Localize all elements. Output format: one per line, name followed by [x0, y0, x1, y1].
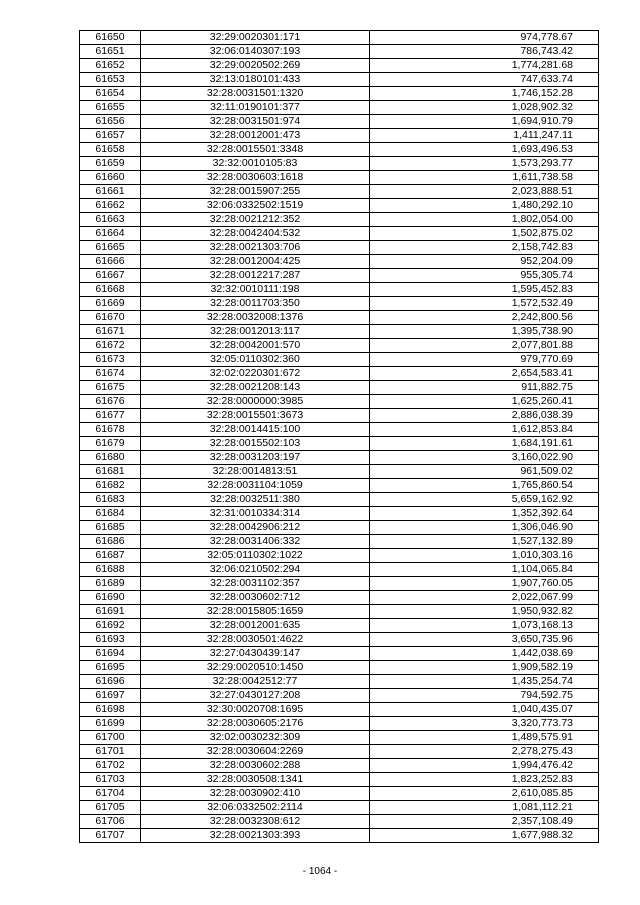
- amount-cell: 955,305.74: [370, 269, 599, 283]
- row-number-cell: 61698: [80, 703, 141, 717]
- table-row: [80, 199, 599, 213]
- row-number-cell: 61703: [80, 773, 141, 787]
- table-row: [80, 213, 599, 227]
- cadastral-number-cell: 32:32:0010105:83: [141, 157, 370, 171]
- row-number-cell: 61662: [80, 199, 141, 213]
- row-number-cell: 61661: [80, 185, 141, 199]
- table-row: [80, 31, 599, 45]
- cadastral-number-cell: 32:28:0031501:974: [141, 115, 370, 129]
- table-row: [80, 353, 599, 367]
- amount-cell: 2,242,800.56: [370, 311, 599, 325]
- row-number-cell: 61681: [80, 465, 141, 479]
- amount-cell: 3,650,735.96: [370, 633, 599, 647]
- cadastral-number-cell: 32:28:0015501:3673: [141, 409, 370, 423]
- row-number-cell: 61696: [80, 675, 141, 689]
- cadastral-number-cell: 32:28:0021212:352: [141, 213, 370, 227]
- cadastral-number-cell: 32:28:0031501:1320: [141, 87, 370, 101]
- cadastral-number-cell: 32:28:0031203:197: [141, 451, 370, 465]
- table-row: [80, 311, 599, 325]
- cadastral-number-cell: 32:28:0042404:532: [141, 227, 370, 241]
- cadastral-number-cell: 32:28:0030605:2176: [141, 717, 370, 731]
- row-number-cell: 61694: [80, 647, 141, 661]
- table-row: [80, 507, 599, 521]
- table-row: [80, 717, 599, 731]
- amount-cell: 1,104,065.84: [370, 563, 599, 577]
- amount-cell: 3,320,773.73: [370, 717, 599, 731]
- row-number-cell: 61691: [80, 605, 141, 619]
- amount-cell: 1,435,254.74: [370, 675, 599, 689]
- table-row: [80, 171, 599, 185]
- cadastral-number-cell: 32:28:0021208:143: [141, 381, 370, 395]
- row-number-cell: 61687: [80, 549, 141, 563]
- amount-cell: 1,395,738.90: [370, 325, 599, 339]
- row-number-cell: 61690: [80, 591, 141, 605]
- row-number-cell: 61686: [80, 535, 141, 549]
- amount-cell: 1,028,902.32: [370, 101, 599, 115]
- table-row: [80, 759, 599, 773]
- row-number-cell: 61685: [80, 521, 141, 535]
- cadastral-number-cell: 32:31:0010334:314: [141, 507, 370, 521]
- amount-cell: 1,352,392.64: [370, 507, 599, 521]
- amount-cell: 747,633.74: [370, 73, 599, 87]
- cadastral-number-cell: 32:28:0030603:1618: [141, 171, 370, 185]
- cadastral-number-cell: 32:28:0032008:1376: [141, 311, 370, 325]
- amount-cell: 1,612,853.84: [370, 423, 599, 437]
- cadastral-number-cell: 32:28:0031104:1059: [141, 479, 370, 493]
- table-row: [80, 143, 599, 157]
- row-number-cell: 61701: [80, 745, 141, 759]
- amount-cell: 1,611,738.58: [370, 171, 599, 185]
- table-row: [80, 731, 599, 745]
- cadastral-number-cell: 32:28:0031102:357: [141, 577, 370, 591]
- table-row: [80, 535, 599, 549]
- cadastral-number-cell: 32:28:0032308:612: [141, 815, 370, 829]
- row-number-cell: 61651: [80, 45, 141, 59]
- table-row: [80, 619, 599, 633]
- cadastral-number-cell: 32:05:0110302:360: [141, 353, 370, 367]
- amount-cell: 3,160,022.90: [370, 451, 599, 465]
- amount-cell: 1,684,191.61: [370, 437, 599, 451]
- amount-cell: 1,694,910.79: [370, 115, 599, 129]
- row-number-cell: 61707: [80, 829, 141, 843]
- table-row: [80, 437, 599, 451]
- row-number-cell: 61665: [80, 241, 141, 255]
- row-number-cell: 61700: [80, 731, 141, 745]
- row-number-cell: 61668: [80, 283, 141, 297]
- amount-cell: 2,357,108.49: [370, 815, 599, 829]
- row-number-cell: 61670: [80, 311, 141, 325]
- cadastral-number-cell: 32:28:0030604:2269: [141, 745, 370, 759]
- table-row: [80, 633, 599, 647]
- cadastral-number-cell: 32:06:0210502:294: [141, 563, 370, 577]
- table-row: [80, 73, 599, 87]
- cadastral-number-cell: 32:28:0015805:1659: [141, 605, 370, 619]
- table-row: [80, 367, 599, 381]
- table-row: [80, 605, 599, 619]
- table-row: [80, 661, 599, 675]
- amount-cell: 1,746,152.28: [370, 87, 599, 101]
- amount-cell: 1,411,247.11: [370, 129, 599, 143]
- cadastral-number-cell: 32:28:0031406:332: [141, 535, 370, 549]
- cadastral-number-cell: 32:06:0332502:2114: [141, 801, 370, 815]
- table-row: [80, 395, 599, 409]
- table-row: [80, 255, 599, 269]
- cadastral-number-cell: 32:02:0220301:672: [141, 367, 370, 381]
- cadastral-number-cell: 32:05:0110302:1022: [141, 549, 370, 563]
- row-number-cell: 61657: [80, 129, 141, 143]
- row-number-cell: 61656: [80, 115, 141, 129]
- amount-cell: 911,882.75: [370, 381, 599, 395]
- amount-cell: 2,654,583.41: [370, 367, 599, 381]
- row-number-cell: 61673: [80, 353, 141, 367]
- cadastral-number-cell: 32:28:0021303:393: [141, 829, 370, 843]
- table-row: [80, 703, 599, 717]
- amount-cell: 1,909,582.19: [370, 661, 599, 675]
- row-number-cell: 61699: [80, 717, 141, 731]
- amount-cell: 952,204.09: [370, 255, 599, 269]
- row-number-cell: 61664: [80, 227, 141, 241]
- row-number-cell: 61650: [80, 31, 141, 45]
- row-number-cell: 61684: [80, 507, 141, 521]
- table-row: [80, 577, 599, 591]
- row-number-cell: 61667: [80, 269, 141, 283]
- amount-cell: 1,907,760.05: [370, 577, 599, 591]
- row-number-cell: 61679: [80, 437, 141, 451]
- row-number-cell: 61678: [80, 423, 141, 437]
- cadastral-number-cell: 32:28:0030602:288: [141, 759, 370, 773]
- cadastral-number-cell: 32:29:0020301:171: [141, 31, 370, 45]
- row-number-cell: 61655: [80, 101, 141, 115]
- amount-cell: 1,625,260.41: [370, 395, 599, 409]
- row-number-cell: 61680: [80, 451, 141, 465]
- table-row: [80, 59, 599, 73]
- amount-cell: 794,592.75: [370, 689, 599, 703]
- amount-cell: 1,573,293.77: [370, 157, 599, 171]
- table-row: [80, 381, 599, 395]
- table-row: [80, 87, 599, 101]
- row-number-cell: 61675: [80, 381, 141, 395]
- amount-cell: 1,010,303.16: [370, 549, 599, 563]
- row-number-cell: 61659: [80, 157, 141, 171]
- amount-cell: 1,802,054.00: [370, 213, 599, 227]
- cadastral-number-cell: 32:28:0030902:410: [141, 787, 370, 801]
- cadastral-number-cell: 32:28:0015907:255: [141, 185, 370, 199]
- cadastral-number-cell: 32:28:0015501:3348: [141, 143, 370, 157]
- page-number: - 1064 -: [302, 866, 338, 877]
- table-row: [80, 647, 599, 661]
- row-number-cell: 61688: [80, 563, 141, 577]
- amount-cell: 2,077,801.88: [370, 339, 599, 353]
- cadastral-number-cell: 32:28:0014813:51: [141, 465, 370, 479]
- amount-cell: 1,442,038.69: [370, 647, 599, 661]
- amount-cell: 1,040,435.07: [370, 703, 599, 717]
- amount-cell: 2,886,038.39: [370, 409, 599, 423]
- row-number-cell: 61652: [80, 59, 141, 73]
- cadastral-number-cell: 32:28:0012001:635: [141, 619, 370, 633]
- cadastral-number-cell: 32:28:0012004:425: [141, 255, 370, 269]
- table-row: [80, 815, 599, 829]
- row-number-cell: 61653: [80, 73, 141, 87]
- table-row: [80, 521, 599, 535]
- amount-cell: 786,743.42: [370, 45, 599, 59]
- cadastral-number-cell: 32:28:0042001:570: [141, 339, 370, 353]
- row-number-cell: 61692: [80, 619, 141, 633]
- row-number-cell: 61682: [80, 479, 141, 493]
- amount-cell: 961,509.02: [370, 465, 599, 479]
- cadastral-number-cell: 32:28:0042512:77: [141, 675, 370, 689]
- row-number-cell: 61654: [80, 87, 141, 101]
- amount-cell: 1,306,046.90: [370, 521, 599, 535]
- row-number-cell: 61689: [80, 577, 141, 591]
- amount-cell: 1,081,112.21: [370, 801, 599, 815]
- amount-cell: 974,778.67: [370, 31, 599, 45]
- amount-cell: 1,480,292.10: [370, 199, 599, 213]
- row-number-cell: 61697: [80, 689, 141, 703]
- cadastral-number-cell: 32:32:0010111:198: [141, 283, 370, 297]
- amount-cell: 1,527,132.89: [370, 535, 599, 549]
- cadastral-number-cell: 32:28:0030602:712: [141, 591, 370, 605]
- table-row: [80, 787, 599, 801]
- amount-cell: 1,765,860.54: [370, 479, 599, 493]
- amount-cell: 2,022,067.99: [370, 591, 599, 605]
- table-row: [80, 801, 599, 815]
- cadastral-number-cell: 32:27:0430127:208: [141, 689, 370, 703]
- row-number-cell: 61666: [80, 255, 141, 269]
- table-row: [80, 745, 599, 759]
- table-row: [80, 563, 599, 577]
- amount-cell: 1,595,452.83: [370, 283, 599, 297]
- cadastral-value-table: [79, 30, 599, 843]
- amount-cell: 1,693,496.53: [370, 143, 599, 157]
- row-number-cell: 61660: [80, 171, 141, 185]
- table-row: [80, 409, 599, 423]
- cadastral-number-cell: 32:28:0030508:1341: [141, 773, 370, 787]
- cadastral-number-cell: 32:11:0190101:377: [141, 101, 370, 115]
- amount-cell: 979,770.69: [370, 353, 599, 367]
- amount-cell: 1,823,252.83: [370, 773, 599, 787]
- row-number-cell: 61674: [80, 367, 141, 381]
- table-row: [80, 227, 599, 241]
- cadastral-number-cell: 32:30:0020708:1695: [141, 703, 370, 717]
- row-number-cell: 61683: [80, 493, 141, 507]
- table-row: [80, 675, 599, 689]
- table-row: [80, 115, 599, 129]
- amount-cell: 1,572,532.49: [370, 297, 599, 311]
- table-row: [80, 283, 599, 297]
- amount-cell: 1,489,575.91: [370, 731, 599, 745]
- table-row: [80, 493, 599, 507]
- row-number-cell: 61693: [80, 633, 141, 647]
- cadastral-number-cell: 32:06:0332502:1519: [141, 199, 370, 213]
- table-row: [80, 325, 599, 339]
- cadastral-number-cell: 32:02:0030232:309: [141, 731, 370, 745]
- cadastral-number-cell: 32:28:0015502:103: [141, 437, 370, 451]
- row-number-cell: 61695: [80, 661, 141, 675]
- row-number-cell: 61676: [80, 395, 141, 409]
- row-number-cell: 61677: [80, 409, 141, 423]
- row-number-cell: 61658: [80, 143, 141, 157]
- amount-cell: 1,502,875.02: [370, 227, 599, 241]
- table-row: [80, 241, 599, 255]
- row-number-cell: 61669: [80, 297, 141, 311]
- table-row: [80, 591, 599, 605]
- table-row: [80, 423, 599, 437]
- table-row: [80, 451, 599, 465]
- cadastral-number-cell: 32:27:0430439:147: [141, 647, 370, 661]
- amount-cell: 1,774,281.68: [370, 59, 599, 73]
- table-row: [80, 101, 599, 115]
- table-row: [80, 465, 599, 479]
- cadastral-number-cell: 32:28:0014415:100: [141, 423, 370, 437]
- row-number-cell: 61704: [80, 787, 141, 801]
- cadastral-number-cell: 32:29:0020502:269: [141, 59, 370, 73]
- table-body: [80, 31, 599, 843]
- cadastral-number-cell: 32:28:0032511:380: [141, 493, 370, 507]
- cadastral-number-cell: 32:28:0030501:4622: [141, 633, 370, 647]
- table-row: [80, 773, 599, 787]
- row-number-cell: 61672: [80, 339, 141, 353]
- cadastral-number-cell: 32:06:0140307:193: [141, 45, 370, 59]
- table-row: [80, 45, 599, 59]
- table-row: [80, 297, 599, 311]
- cadastral-number-cell: 32:28:0012013:117: [141, 325, 370, 339]
- amount-cell: 1,073,168.13: [370, 619, 599, 633]
- table-row: [80, 129, 599, 143]
- cadastral-number-cell: 32:28:0042906:212: [141, 521, 370, 535]
- cadastral-number-cell: 32:29:0020510:1450: [141, 661, 370, 675]
- amount-cell: 2,278,275.43: [370, 745, 599, 759]
- cadastral-number-cell: 32:28:0021303:706: [141, 241, 370, 255]
- table-row: [80, 549, 599, 563]
- table-row: [80, 829, 599, 843]
- table-row: [80, 689, 599, 703]
- row-number-cell: 61663: [80, 213, 141, 227]
- amount-cell: 1,677,988.32: [370, 829, 599, 843]
- cadastral-number-cell: 32:28:0012217:287: [141, 269, 370, 283]
- cadastral-number-cell: 32:28:0000000:3985: [141, 395, 370, 409]
- amount-cell: 1,950,932.82: [370, 605, 599, 619]
- amount-cell: 5,659,162.92: [370, 493, 599, 507]
- amount-cell: 1,994,476.42: [370, 759, 599, 773]
- table-row: [80, 479, 599, 493]
- row-number-cell: 61705: [80, 801, 141, 815]
- row-number-cell: 61706: [80, 815, 141, 829]
- table-row: [80, 157, 599, 171]
- table-row: [80, 339, 599, 353]
- row-number-cell: 61671: [80, 325, 141, 339]
- row-number-cell: 61702: [80, 759, 141, 773]
- amount-cell: 2,610,085.85: [370, 787, 599, 801]
- amount-cell: 2,158,742.83: [370, 241, 599, 255]
- cadastral-number-cell: 32:13:0180101:433: [141, 73, 370, 87]
- amount-cell: 2,023,888.51: [370, 185, 599, 199]
- table-row: [80, 185, 599, 199]
- cadastral-number-cell: 32:28:0012001:473: [141, 129, 370, 143]
- table-row: [80, 269, 599, 283]
- cadastral-number-cell: 32:28:0011703:350: [141, 297, 370, 311]
